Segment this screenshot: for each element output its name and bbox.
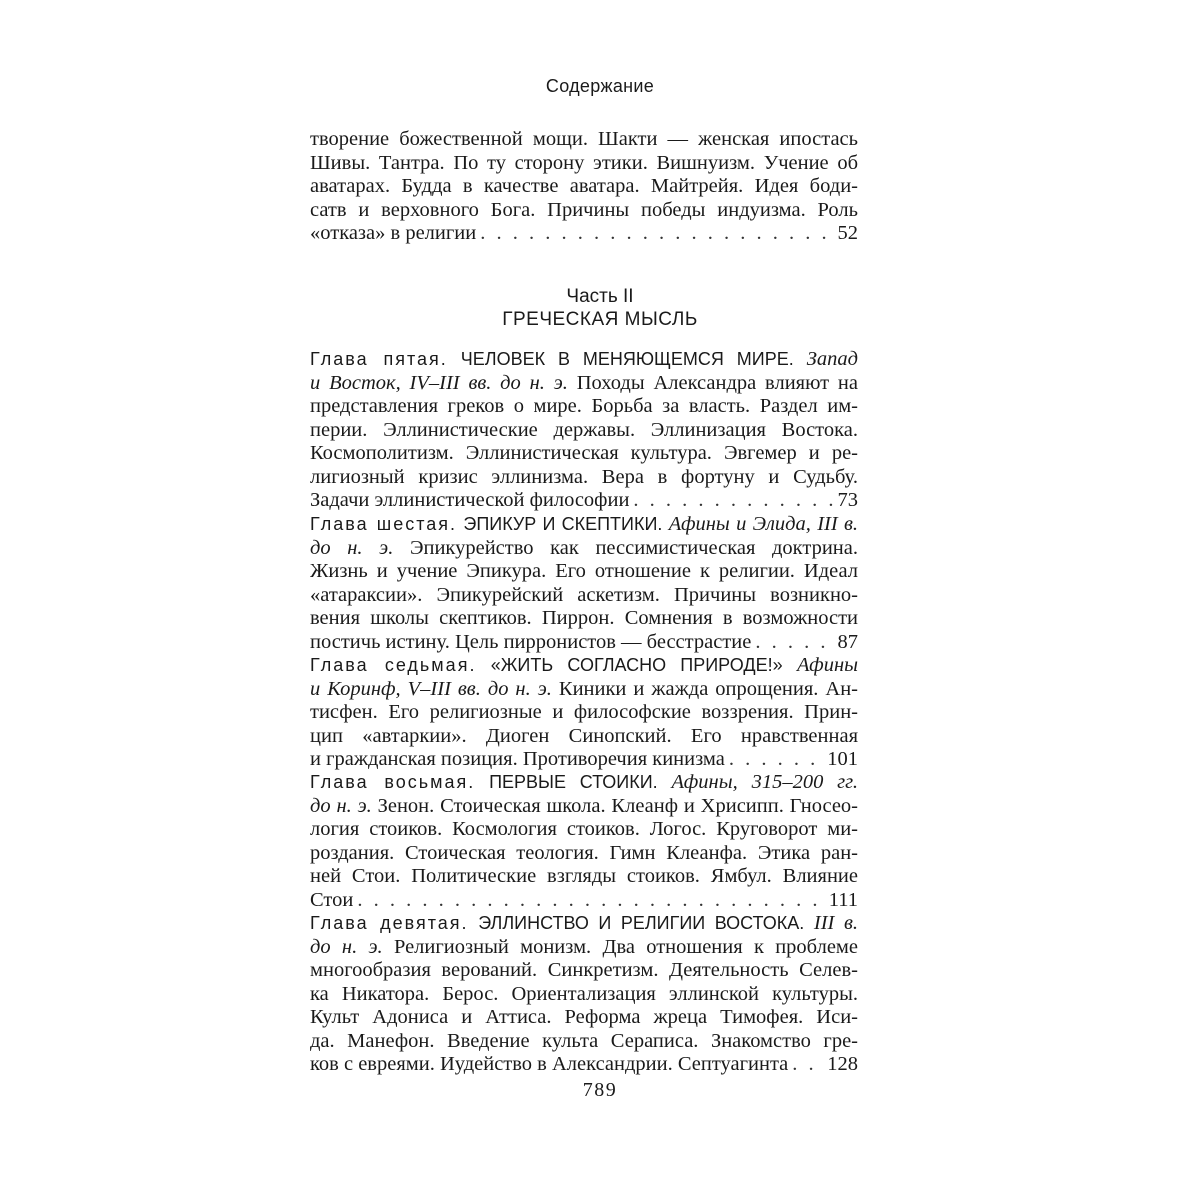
page-number: 52: [837, 222, 858, 244]
entry-line: лигиозный кризис эллинизма. Вера в фортуну и Судьбу.: [310, 465, 858, 488]
toc-entry-chapter-7: [310, 654, 858, 772]
chapter-place: до н. э.: [310, 536, 394, 559]
toc-entry-chapter-5: [310, 348, 858, 513]
entry-line: [310, 678, 858, 702]
toc-entry-chapter-9: [310, 912, 858, 1077]
entry-text: Зенон. Стоическая школа. Клеанф и Хрисипп. Гносео-: [377, 794, 858, 817]
entry-text: Киники и жажда опрощения. Ан-: [558, 677, 859, 700]
entry-line: ней Стои. Политические взгляды стоиков. Ямбул. Влияние: [310, 865, 858, 887]
entry-line: «атараксии». Эпикурейский аскетизм. Причины возникно-: [310, 583, 858, 606]
entry-last-line: [310, 631, 858, 655]
entry-line: и гражданская позиция. Противоречия кинизма: [310, 748, 725, 770]
entry-line: [310, 372, 858, 396]
entry-line: представления греков о мире. Борьба за власть. Раздел им-: [310, 395, 858, 417]
entry-line: Жизнь и учение Эпикура. Его отношение к религии. Идеал: [310, 560, 858, 582]
entry-line: [310, 795, 858, 819]
entry-line: Шивы. Тантра. По ту сторону этики. Вишнуизм. Учение об: [310, 151, 858, 174]
entry-line: «отказа» в религии: [310, 222, 477, 244]
entry-line: [310, 537, 858, 561]
leader-dots: [480, 222, 833, 246]
entry-line: многообразия верований. Синкретизм. Деятельность Селев-: [310, 959, 858, 981]
toc-entry-continued: [310, 128, 858, 246]
entry-last-line: [310, 1053, 858, 1077]
entry-last-line: [310, 222, 858, 246]
leader-dots: [792, 1053, 823, 1077]
entry-last-line: [310, 489, 858, 513]
chapter-number: Глава седьмая.: [310, 655, 477, 675]
entry-heading-line: [310, 513, 858, 537]
chapter-number: Глава пятая.: [310, 349, 448, 369]
entry-line: тисфен. Его религиозные и философские воззрения. Прин-: [310, 701, 858, 723]
entry-heading-line: [310, 912, 858, 936]
chapter-number: Глава шестая.: [310, 514, 458, 534]
leader-dots: [729, 748, 823, 772]
page-folio: 789: [582, 1079, 618, 1101]
entry-line: Задачи эллинистической философии: [310, 489, 630, 511]
entry-last-line: [310, 748, 858, 772]
entry-heading-line: [310, 348, 858, 372]
chapter-title: ПЕРВЫЕ СТОИКИ.: [489, 772, 658, 792]
chapter-number: Глава восьмая.: [310, 772, 476, 792]
chapter-place: Афины, 315–200 гг.: [671, 771, 859, 793]
chapter-place: Запад: [806, 348, 859, 370]
page-number: 111: [828, 888, 858, 911]
entry-line: логия стоиков. Космология стоиков. Логос. Круговорот ми-: [310, 818, 858, 840]
entry-line: аватарах. Будда в качестве аватара. Майтрейя. Идея боди-: [310, 175, 858, 197]
leader-dots: [755, 631, 833, 655]
page-number: 73: [837, 489, 858, 511]
entry-line: да. Манефон. Введение культа Сераписа. Знакомство гре-: [310, 1029, 858, 1052]
entry-line: сатв и верховного Бога. Причины победы индуизма. Роль: [310, 198, 858, 221]
page-number: 101: [827, 748, 858, 770]
entry-line: перии. Эллинистические державы. Эллинизация Востока.: [310, 418, 858, 441]
entry-line: ков с евреями. Иудейство в Александрии. Септуагинта: [310, 1053, 789, 1075]
page-number: 87: [837, 630, 858, 653]
entry-last-line: [310, 889, 858, 913]
chapter-place: до н. э.: [310, 935, 383, 958]
entry-text: Эпикурейство как пессимистическая доктрина.: [409, 536, 858, 559]
chapter-number: Глава девятая.: [310, 913, 469, 933]
entry-text: Походы Александра влияют на: [576, 371, 858, 394]
chapter-title: ЧЕЛОВЕК В МЕНЯЮЩЕМСЯ МИРЕ.: [460, 349, 794, 369]
toc-entry-chapter-8: [310, 771, 858, 912]
entry-line: Стои: [310, 888, 354, 911]
entry-line: творение божественной мощи. Шакти — женская ипостась: [310, 128, 858, 150]
entry-line: роздания. Стоическая теология. Гимн Клеанфа. Этика ран-: [310, 841, 858, 864]
chapter-title: ЭЛЛИНСТВО И РЕЛИГИИ ВОСТОКА.: [478, 913, 805, 933]
chapter-place: и Коринф, V–III вв. до н. э.: [310, 677, 552, 700]
chapter-place: Афины и Элида, III в.: [668, 513, 859, 535]
running-head: Содержание: [545, 76, 655, 96]
chapter-place: Афины: [796, 654, 859, 676]
leader-dots: [357, 889, 824, 913]
entry-line: Космополитизм. Эллинистическая культура. Эвгемер и ре-: [310, 442, 858, 464]
entry-heading-line: [310, 654, 858, 678]
chapter-place: до н. э.: [310, 794, 372, 817]
chapter-place: и Восток, IV–III вв. до н. э.: [310, 371, 568, 394]
page-number: 128: [827, 1053, 858, 1075]
entry-heading-line: [310, 771, 858, 795]
chapter-place: III в.: [813, 912, 859, 934]
toc-entry-chapter-6: [310, 513, 858, 654]
entry-line: цип «автаркии». Диоген Синопский. Его нравственная: [310, 724, 858, 747]
leader-dots: [633, 489, 833, 513]
entry-line: Культ Адониса и Аттиса. Реформа жреца Тимофея. Иси-: [310, 1006, 858, 1028]
entry-line: [310, 936, 858, 960]
part-label: Часть II: [566, 286, 634, 307]
entry-line: ка Никатора. Берос. Ориентализация эллинской культуры.: [310, 982, 858, 1005]
chapter-title: ЭПИКУР И СКЕПТИКИ.: [463, 514, 663, 534]
entry-text: Религиозный монизм. Два отношения к проблеме: [393, 935, 858, 958]
part-title: ГРЕЧЕСКАЯ МЫСЛЬ: [502, 309, 698, 330]
entry-line: постичь истину. Цель пирронистов — бесстрастие: [310, 630, 752, 653]
chapter-title: «ЖИТЬ СОГЛАСНО ПРИРОДЕ!»: [490, 655, 783, 675]
entry-line: вения школы скептиков. Пиррон. Сомнения в возможности: [310, 607, 858, 629]
